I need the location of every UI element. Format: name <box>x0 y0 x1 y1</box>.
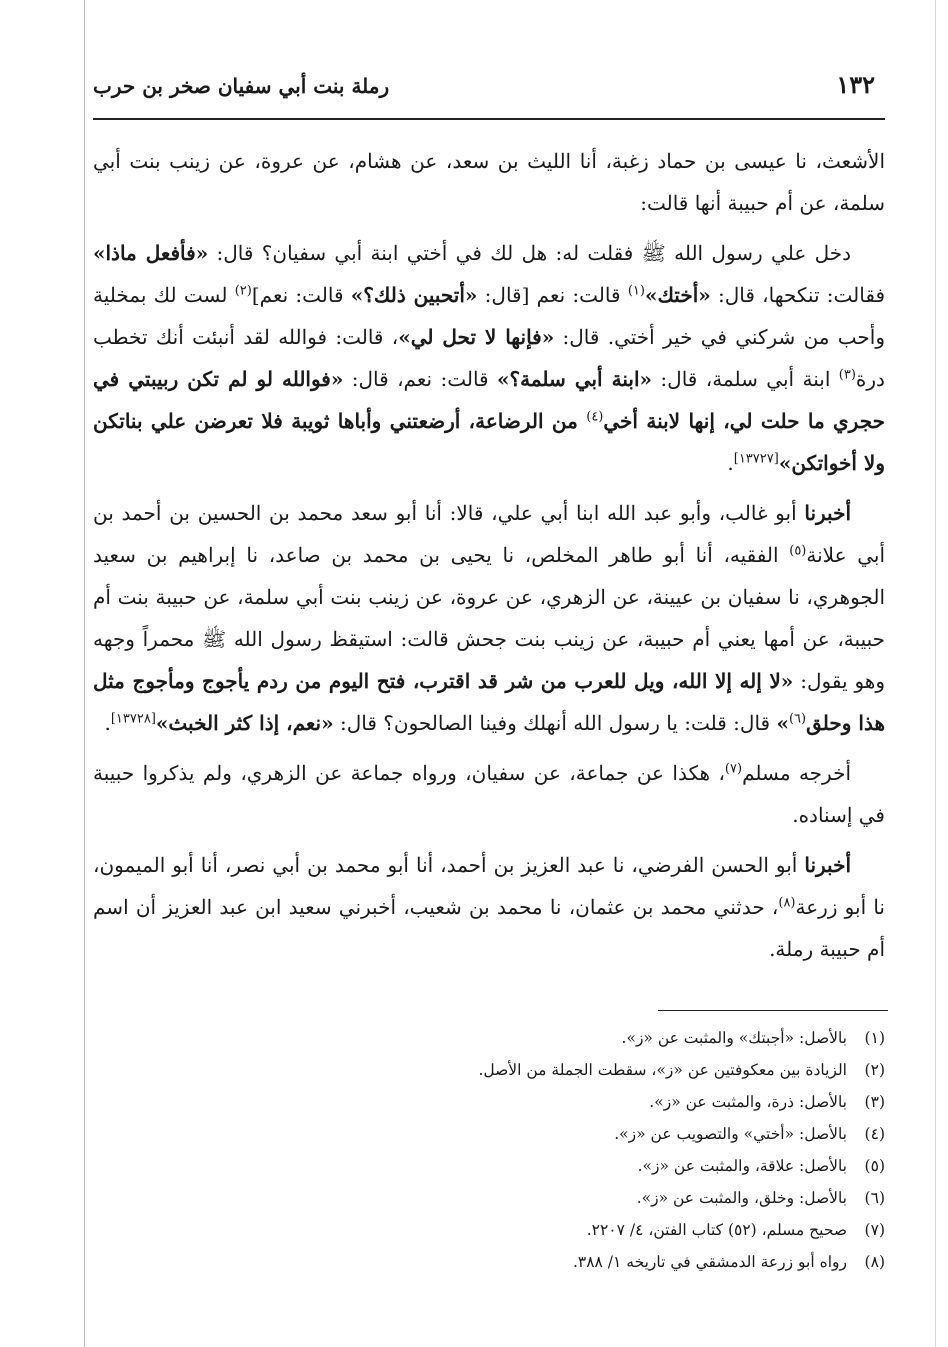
text-segment: قالت: نعم [قال: <box>477 283 628 307</box>
paragraph <box>93 140 885 224</box>
footnote-number: (٢) <box>864 1061 885 1079</box>
main-text <box>93 140 885 978</box>
text-segment: أبو غالب، وأبو عبد الله ابنا أبي علي، قالا: أنا أبو سعد محمد بن الحسين بن أحمد بن أبي علانة <box>93 501 885 567</box>
footnote-separator <box>658 1010 888 1011</box>
footnote-number: (٨) <box>864 1253 885 1271</box>
text-segment: لست لك بمخلية وأحب من شركني في خير أختي. قال: <box>93 283 886 349</box>
paragraph <box>93 844 885 970</box>
reference-marker: (٨) <box>778 895 796 911</box>
footnote-number: (٥) <box>864 1157 885 1175</box>
bold-text: «أختك» <box>644 283 711 307</box>
bold-text: «نعم، إذا كثر الخبث» <box>155 711 334 735</box>
bold-text: «لا إله إلا الله، ويل للعرب من شر قد اقترب، فتح اليوم من ردم يأجوج ومأجوج مثل هذا وحلق <box>93 669 885 735</box>
bold-text: من الرضاعة، أرضعتني وأباها ثويبة فلا تعرضن علي بناتكن ولا أخواتكن» <box>93 409 885 475</box>
footnote-item <box>93 1022 885 1054</box>
footnote-text: صحيح مسلم، (٥٢) كتاب الفتن، ٤/ ٢٢٠٧. <box>586 1221 847 1239</box>
text-segment: قال: قلت: يا رسول الله أنهلك وفينا الصالحون؟ قال: <box>333 711 777 735</box>
bold-text: «ابنة أبي سلمة؟» <box>497 367 653 391</box>
text-segment: ، قالت: فوالله لقد أنبئت أنك تخطب درة <box>93 325 885 391</box>
running-title: رملة بنت أبي سفيان صخر بن حرب <box>93 74 390 98</box>
reference-marker: (٦) <box>788 711 807 727</box>
text-segment: الأشعث، نا عيسى بن حماد زغبة، أنا الليث بن سعد، عن هشام، عن عروة، عن زينب بنت أبي سلمة، عن أم حبيبة أنها قالت: <box>93 149 885 215</box>
bold-text: أخبرنا <box>804 853 851 877</box>
text-segment: أبو الحسن الفرضي، نا عبد العزيز بن أحمد، أنا أبو محمد بن أبي نصر، أنا أبو الميمون، نا أبو زرعة <box>93 853 885 919</box>
page-edge-line <box>84 0 85 1347</box>
reference-marker: (٥) <box>789 543 807 559</box>
reference-marker: [١٣٧٢٨] <box>110 711 156 727</box>
reference-marker: (٢) <box>234 283 252 299</box>
page-header <box>93 70 885 120</box>
footnote-item <box>93 1118 885 1150</box>
paragraph <box>93 232 885 484</box>
footnote-text: بالأصل: ذرة، والمثبت عن «ز». <box>649 1093 847 1111</box>
paragraph <box>93 752 885 836</box>
footnote-text: بالأصل: «أختي» والتصويب عن «ز». <box>614 1125 847 1143</box>
footnote-number: (١) <box>864 1029 885 1047</box>
text-segment: ابنة أبي سلمة، قال: <box>652 367 839 391</box>
footnote-text: رواه أبو زرعة الدمشقي في تاريخه ١/ ٣٨٨. <box>572 1253 847 1271</box>
text-segment: . <box>104 711 111 735</box>
footnote-text: الزيادة بين معكوفتين عن «ز»، سقطت الجملة من الأصل. <box>478 1061 847 1079</box>
bold-text: «فإنها لا تحل لي» <box>398 325 555 349</box>
footnote-number: (٦) <box>864 1189 885 1207</box>
page-number: ١٣٢ <box>836 70 875 99</box>
bold-text: أخبرنا <box>804 501 851 525</box>
footnote-item <box>93 1054 885 1086</box>
reference-marker: (٧) <box>724 761 743 777</box>
footnotes <box>93 1022 885 1278</box>
footnote-text: بالأصل: وخلق، والمثبت عن «ز». <box>636 1189 847 1207</box>
text-segment: ، حدثني محمد بن عثمان، نا محمد بن شعيب، أخبرني سعيد ابن عبد العزيز أن اسم أم حبيبة رملة. <box>93 895 885 961</box>
footnote-text: بالأصل: علاقة، والمثبت عن «ز». <box>637 1157 847 1175</box>
footnote-number: (٤) <box>864 1125 885 1143</box>
reference-marker: (٤) <box>586 409 604 425</box>
footnote-number: (٧) <box>864 1221 885 1239</box>
footnote-text: بالأصل: «أجبتك» والمثبت عن «ز». <box>621 1029 847 1047</box>
text-segment: فقالت: تنكحها، قال: <box>710 283 885 307</box>
footnote-number: (٣) <box>864 1093 885 1111</box>
bold-text: » <box>776 711 789 735</box>
footnote-item <box>93 1086 885 1118</box>
bold-text: «أتحبين ذلك؟» <box>350 283 478 307</box>
reference-marker: (٣) <box>838 367 856 383</box>
text-segment: الفقيه، أنا أبو طاهر المخلص، نا يحيى بن محمد بن صاعد، نا إبراهيم بن سعيد الجوهري، نا سفيان بن عيينة، عن الزهري، عن عروة، عن زينب بنت أبي سلمة، عن حبيبة بنت أم حبيبة، عن أمها يعني أم حبيبة، عن زينب بنت جحش قالت: استيقظ رسول الله ﷺ محمراً وجهه وهو يقول: <box>93 543 885 693</box>
bold-text: «فأفعل ماذا» <box>93 241 209 265</box>
text-segment: ، هكذا عن جماعة، عن سفيان، ورواه جماعة عن الزهري، ولم يذكروا حبيبة في إسناده. <box>93 761 885 827</box>
header-rule <box>93 118 885 120</box>
footnote-item <box>93 1182 885 1214</box>
page-edge-line-right <box>935 0 936 1347</box>
paragraph <box>93 492 885 744</box>
reference-marker: [١٣٧٢٧] <box>733 451 779 467</box>
text-segment: دخل علي رسول الله ﷺ فقلت له: هل لك في أختي ابنة أبي سفيان؟ قال: <box>208 241 851 265</box>
text-segment: قالت: نعم] <box>251 283 351 307</box>
bold-text: «فوالله لو لم تكن ربيبتي في حجري ما حلت لي، إنها لابنة أخي <box>93 367 885 433</box>
text-segment: قالت: نعم، قال: <box>343 367 498 391</box>
footnote-item <box>93 1214 885 1246</box>
text-segment: أخرجه مسلم <box>742 761 851 785</box>
footnote-item <box>93 1150 885 1182</box>
footnote-item <box>93 1246 885 1278</box>
text-segment: . <box>727 451 734 475</box>
reference-marker: (١) <box>627 283 645 299</box>
